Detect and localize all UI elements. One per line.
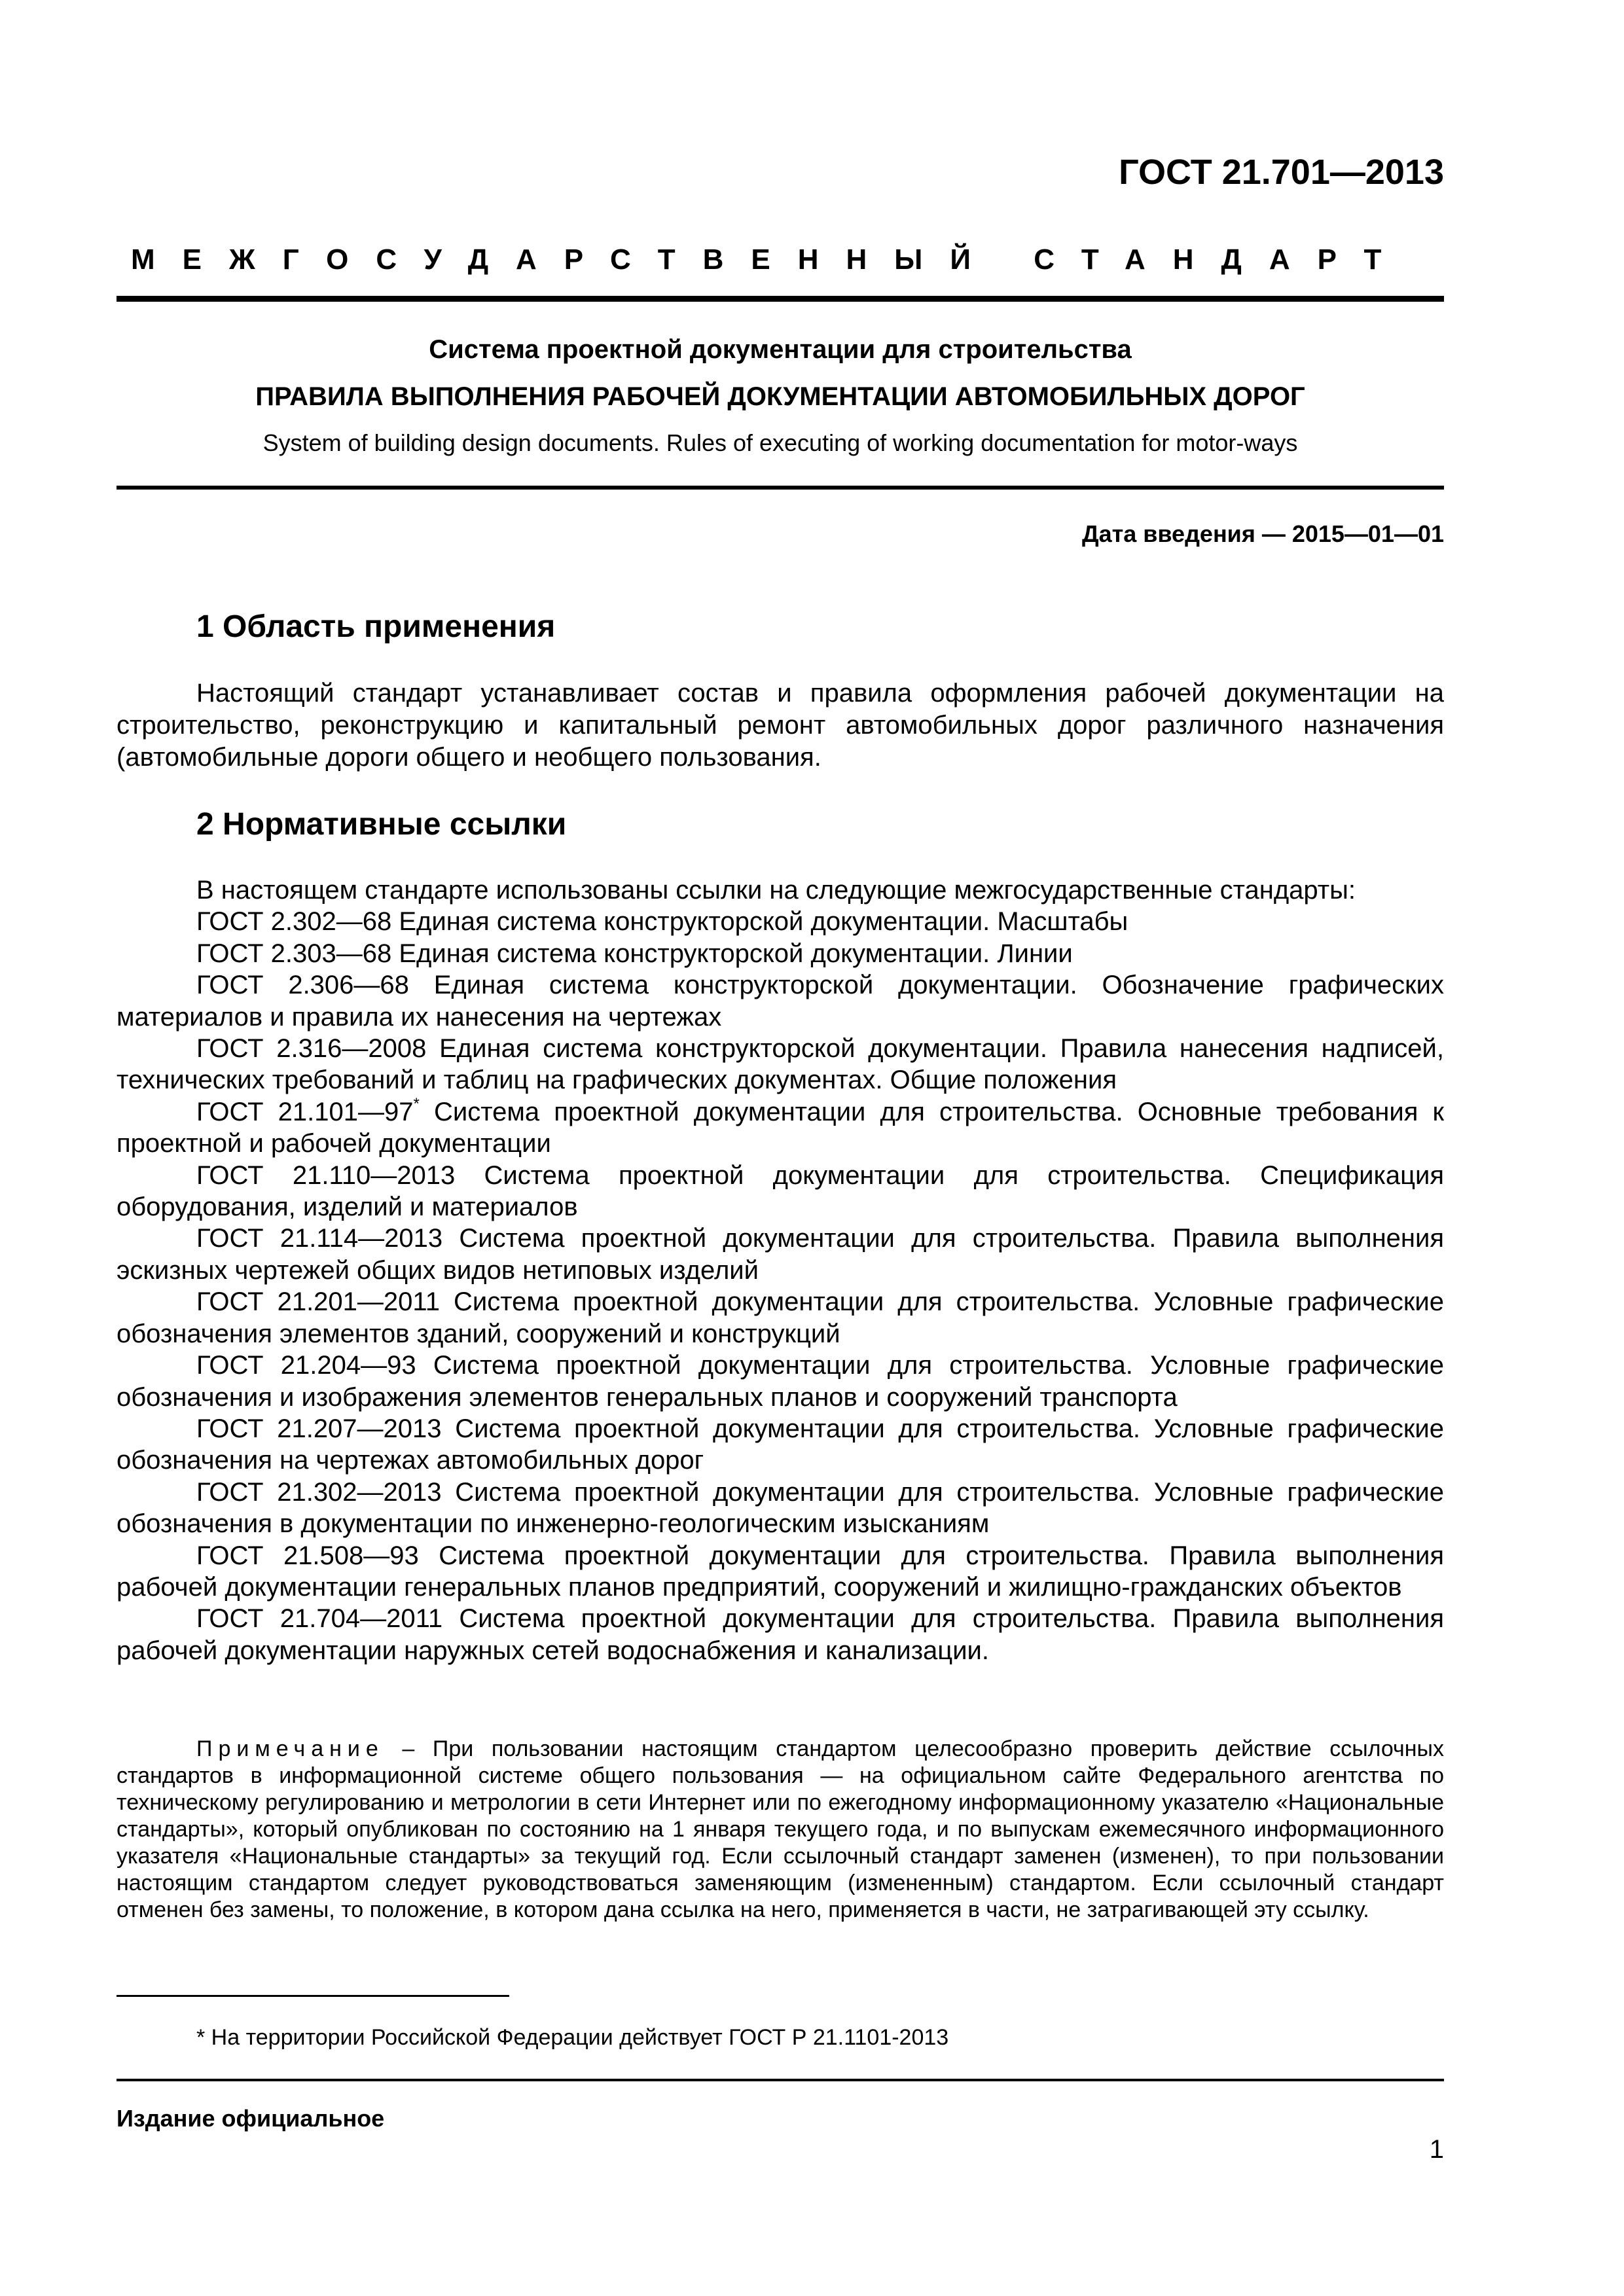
references-intro: В настоящем стандарте использованы ссылки на следующие межгосударственные стандарты: (196, 876, 1356, 905)
reference-title: Система проектной документации для строительства. Условные графические обозначения элементов зданий, сооружений и конструкций (117, 1287, 1444, 1348)
reference-item (117, 1603, 1444, 1666)
reference-title: Система проектной документации для строительства. Спецификация оборудования, изделий и материалов (117, 1160, 1444, 1222)
footnote-divider (117, 1995, 509, 1997)
reference-title: Система проектной документации для строительства. Условные графические обозначения и изображения элементов генеральных планов и сооружений транспорта (117, 1351, 1444, 1412)
series-title: Система проектной документации для строительства (429, 335, 1132, 364)
reference-code: ГОСТ 21.201—2011 (196, 1287, 440, 1317)
reference-code: ГОСТ 21.302—2013 (196, 1477, 442, 1507)
reference-item (117, 906, 1444, 937)
reference-code: ГОСТ 21.207—2013 (196, 1414, 442, 1443)
standard-code: ГОСТ 21.701—2013 (1119, 152, 1444, 192)
footnote: * На территории Российской Федерации действует ГОСТ Р 21.1101-2013 (196, 2025, 949, 2050)
page-number: 1 (1429, 2135, 1444, 2164)
header-divider (117, 296, 1444, 302)
reference-item (117, 969, 1444, 1033)
section-1-heading: 1 Область применения (196, 609, 556, 644)
note (117, 1736, 1444, 1924)
document-title-en: System of building design documents. Rules of executing of working documentation for motor-ways (262, 429, 1298, 456)
footnote-marker: * (413, 1094, 420, 1113)
reference-code: ГОСТ 21.704—2011 (196, 1604, 443, 1634)
reference-title: Единая система конструкторской документации. Линии (391, 939, 1073, 968)
reference-code: ГОСТ 21.508—93 (196, 1541, 419, 1570)
reference-code: ГОСТ 21.204—93 (196, 1351, 416, 1380)
reference-item (117, 1160, 1444, 1223)
edition-label: Издание официальное (117, 2105, 385, 2132)
reference-item (117, 938, 1444, 969)
reference-title: Единая система конструкторской документации. Обозначение графических материалов и правила их нанесения на чертежах (117, 971, 1444, 1031)
section-1-text: Настоящий стандарт устанавливает состав и правила оформления рабочей документации на строительство, реконструкцию и капитальный ремонт автомобильных дорог различного назначения (автомобильные дороги общего и необщего пользования. (117, 679, 1444, 772)
reference-item (117, 1286, 1444, 1350)
reference-title: Система проектной документации для строительства. Правила выполнения рабочей документации генеральных планов предприятий, сооружений и жилищно-гражданских объектов (117, 1541, 1444, 1602)
standard-kind: МЕЖГОСУДАРСТВЕННЫЙ СТАНДАРТ (131, 243, 1409, 276)
reference-code: ГОСТ 2.316—2008 (196, 1034, 427, 1064)
title-divider (117, 486, 1444, 490)
reference-title: Система проектной документации для строительства. Правила выполнения рабочей документации наружных сетей водоснабжения и канализации. (117, 1604, 1444, 1665)
reference-item (117, 1413, 1444, 1477)
reference-title: Единая система конструкторской документации. Правила нанесения надписей, технических требований и таблиц на графических документах. Общие положения (117, 1034, 1444, 1095)
reference-item (117, 1477, 1444, 1540)
reference-code: ГОСТ 2.302—68 (196, 907, 392, 937)
reference-title: Система проектной документации для строительства. Условные графические обозначения в документации по инженерно-геологическим изысканиям (117, 1477, 1444, 1539)
reference-items (117, 906, 1444, 1666)
note-label: Примечание (196, 1736, 384, 1761)
reference-title: Единая система конструкторской документации. Масштабы (391, 907, 1128, 937)
reference-item (117, 1350, 1444, 1413)
reference-code: ГОСТ 2.303—68 (196, 939, 392, 968)
reference-code: ГОСТ 21.110—2013 (196, 1160, 456, 1190)
reference-item (117, 1540, 1444, 1604)
note-text: – При пользовании настоящим стандартом целесообразно проверить действие ссылочных стандартов в информационной системе общего пользования — на официальном сайте Федерального агентства по техническому регулированию и метрологии в сети Интернет или по ежегодному информационному указателю «Национальные стандарты», который опубликован по состоянию на 1 января текущего года, и по выпускам ежемесячного информационного указателя «Национальные стандарты» за текущий год. Если ссылочный стандарт заменен (изменен), то при пользовании настоящим стандартом следует руководствоваться заменяющим (измененным) стандартом. Если ссылочный стандарт отменен без замены, то положение, в котором дана ссылка на него, применяется в части, не затрагивающей эту ссылку. (117, 1736, 1444, 1922)
reference-title: Система проектной документации для строительства. Основные требования к проектной и рабочей документации (117, 1097, 1445, 1158)
section-2-heading: 2 Нормативные ссылки (196, 807, 567, 842)
reference-code: ГОСТ 21.101—97 (196, 1097, 414, 1126)
reference-item (117, 1223, 1444, 1286)
reference-item (117, 1033, 1444, 1096)
footer-divider (117, 2079, 1444, 2081)
reference-code: ГОСТ 21.114—2013 (196, 1224, 443, 1253)
reference-title: Система проектной документации для строительства. Правила выполнения эскизных чертежей общих видов нетиповых изделий (117, 1224, 1444, 1285)
document-title: ПРАВИЛА ВЫПОЛНЕНИЯ РАБОЧЕЙ ДОКУМЕНТАЦИИ АВТОМОБИЛЬНЫХ ДОРОГ (255, 382, 1305, 411)
reference-code: ГОСТ 2.306—68 (196, 971, 409, 1000)
intro-date: Дата введения — 2015—01—01 (1081, 520, 1444, 547)
references-list (117, 874, 1444, 1666)
reference-title: Система проектной документации для строительства. Условные графические обозначения на чертежах автомобильных дорог (117, 1414, 1444, 1475)
reference-item (117, 1096, 1444, 1160)
